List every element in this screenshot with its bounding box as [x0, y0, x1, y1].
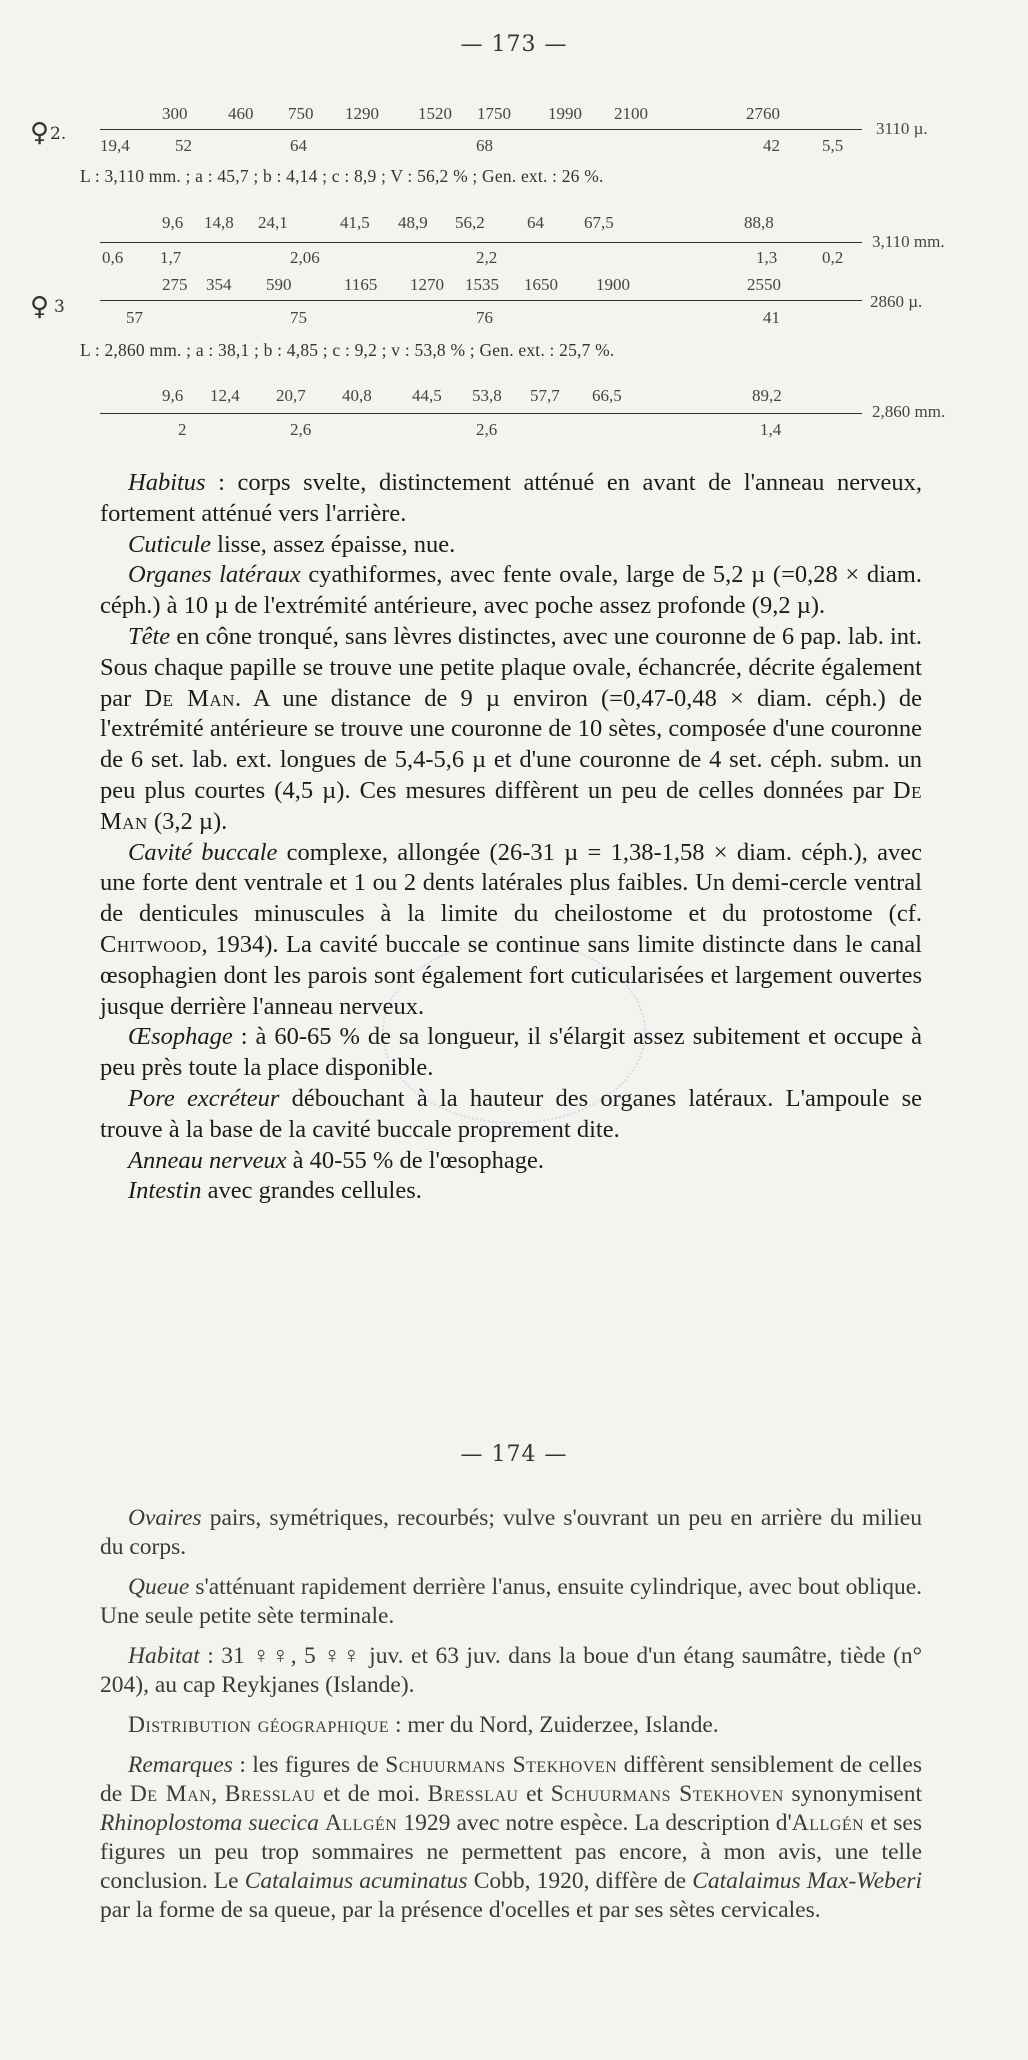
formula-value: 2100 [614, 104, 648, 123]
paragraph-habitat [100, 1642, 922, 1700]
ratios-line: L : 3,110 mm. ; a : 45,7 ; b : 4,14 ; c : 8,9 ; V : 56,2 % ; Gen. ext. : 26 %. [80, 166, 604, 186]
formula-value: 1535 [465, 275, 499, 294]
term-oesophage: Œsophage [128, 1023, 233, 1051]
species-name: Catalaimus acuminatus [244, 1868, 468, 1894]
term-habitus: Habitus [128, 469, 206, 496]
fraction-rule [100, 413, 862, 414]
paragraph-text: s'atténuant rapidement derrière l'anus, ensuite cylindrique, avec bout oblique. Une seule petite sète terminale. [100, 1574, 922, 1629]
formula-total: 3110 µ. [876, 119, 928, 138]
paragraph-text: : les figures de [232, 1752, 386, 1778]
term-remarques: Remarques [128, 1752, 233, 1778]
paragraph-text: (3,2 µ). [147, 807, 228, 835]
formula-value: 41,5 [340, 213, 370, 232]
formula-value: 12,4 [210, 386, 240, 405]
paragraph-text: débouchant à la hauteur des organes latéraux. L'ampoule se trouve à la base de la cavité buccale proprement dite. [100, 1084, 922, 1143]
formula-value: 48,9 [398, 213, 428, 232]
paragraph-text: : 31 ♀♀, 5 ♀♀ juv. et 63 juv. dans la boue d'un étang saumâtre, tiède (n° 204), au cap Reykjanes (Islande). [100, 1643, 922, 1698]
author-name: Bresslau [427, 1781, 519, 1807]
specimen-label: 3 [54, 297, 65, 317]
formula-value: 64 [290, 136, 307, 155]
paragraph-text: et de moi. [315, 1781, 428, 1807]
formula-value: 24,1 [258, 213, 288, 232]
term-ovaires: Ovaires [128, 1505, 202, 1531]
author-name: Chitwood [100, 930, 202, 958]
paragraph-text: 1929 avec notre espèce. La description d' [397, 1810, 792, 1836]
species-name: Rhinoplostoma suecica [100, 1810, 319, 1836]
page-number-174: — 174 — [460, 1442, 568, 1467]
description-page-173 [100, 468, 922, 1207]
formula-value: 67,5 [584, 213, 614, 232]
formula-value: 5,5 [822, 136, 844, 155]
formula-value: 9,6 [162, 386, 184, 405]
paragraph-remarques [100, 1751, 922, 1925]
paragraph-queue [100, 1573, 922, 1631]
specimen-label: 2. [50, 124, 67, 144]
formula-total: 3,110 mm. [872, 232, 945, 251]
formula-value: 1165 [344, 275, 378, 294]
author-name: Schuurmans Stekhoven [550, 1781, 784, 1807]
formula-value: 14,8 [204, 213, 234, 232]
formula-value: 275 [162, 275, 188, 294]
paragraph-text: et ses figures un peu trop sommaires ne permettent pas encore, à mon avis, une telle conclusion. Le [100, 1810, 923, 1894]
formula-value: 460 [228, 104, 254, 123]
formula-value: 1,3 [756, 248, 778, 267]
author-name: De Man [144, 684, 235, 712]
paragraph-text: en cône tronqué, sans lèvres distinctes, avec une couronne de 6 pap. lab. int. Sous chaque papille se trouve une petite plaque ovale, échancrée, décrite également par [100, 622, 922, 712]
species-name: Catalaimus Max-Weberi [692, 1868, 922, 1894]
paragraph-cuticule [100, 530, 922, 561]
formula-value: 57,7 [530, 386, 560, 405]
term-tete: Tête [128, 622, 171, 650]
fraction-rule [100, 242, 862, 243]
formula-total: 2860 µ. [870, 292, 923, 311]
formula-value: 88,8 [744, 213, 774, 232]
formula-total: 2,860 mm. [872, 402, 946, 421]
paragraph-text: synonymisent [783, 1781, 923, 1807]
formula-value: 89,2 [752, 386, 782, 405]
formula-value: 1520 [418, 104, 452, 123]
paragraph-text: , 1934). La cavité buccale se continue sans limite distincte dans le canal œsophagien dont les parois sont également fort cuticularisées et largement ouvertes jusque derrière l'anneau nerveux. [100, 930, 922, 1020]
formula-value: 57 [126, 308, 143, 327]
paragraph-habitus [100, 468, 922, 530]
term-cuticule: Cuticule [128, 530, 212, 558]
paragraph-cavite [100, 838, 922, 1023]
formula-value: 2 [178, 420, 187, 439]
formula-value: 2760 [746, 104, 780, 123]
paragraph-text: lisse, assez épaisse, nue. [211, 530, 456, 558]
formula-value: 0,2 [822, 248, 844, 267]
formula-value: 64 [527, 213, 544, 232]
formula-value: 41 [763, 308, 780, 327]
formula-value: 2,06 [290, 248, 320, 267]
author-name: Allgén [791, 1810, 865, 1836]
formula-value: 56,2 [455, 213, 485, 232]
paragraph-intestin [100, 1176, 922, 1207]
paragraph-text: et [518, 1781, 551, 1807]
term-distribution: Distribution géographique [128, 1712, 390, 1738]
formula-value: 1650 [524, 275, 558, 294]
formula-value: 1270 [410, 275, 444, 294]
author-name: De Man [100, 776, 922, 835]
term-queue: Queue [128, 1574, 190, 1600]
formula-value: 40,8 [342, 386, 372, 405]
formula-value: 75 [290, 308, 307, 327]
paragraph-ovaires [100, 1504, 922, 1562]
formula-value: 1750 [477, 104, 511, 123]
author-name: Schuurmans Stekhoven [385, 1752, 618, 1778]
term-pore: Pore excréteur [128, 1084, 280, 1112]
paragraph-text: avec grandes cellules. [201, 1177, 422, 1205]
ratios-line: L : 2,860 mm. ; a : 38,1 ; b : 4,85 ; c : 9,2 ; v : 53,8 % ; Gen. ext. : 25,7 %. [80, 340, 615, 360]
paragraph-text: par la forme de sa queue, par la présence d'ocelles et par ses sètes cervicales. [100, 1897, 821, 1923]
paragraph-organes [100, 560, 922, 622]
paragraph-text: . A une distance de 9 µ environ (=0,47-0,48 × diam. céph.) de l'extrémité antérieure se trouve une couronne de 10 sètes, composée d'une couronne de 6 set. lab. ext. longues de 5,4-5,6 µ et d'une couronne de 4 set. céph. subm. un peu plus courtes (4,5 µ). Ces mesures diffèrent un peu de celles données par [100, 684, 922, 804]
paragraph-text: cyathiformes, avec fente ovale, large de 5,2 µ (=0,28 × diam. céph.) à 10 µ de l'extrémité antérieure, avec poche assez profonde (9,2 µ). [100, 561, 922, 620]
paragraph-text: complexe, allongée (26-31 µ = 1,38-1,58 × diam. céph.), avec une forte dent ventrale et 1 ou 2 dents latérales plus faibles. Un demi-cercle ventral de denticules minuscules à la limite du cheilostome et du protostome (cf. [100, 838, 923, 928]
paragraph-text: : corps svelte, distinctement atténué en avant de l'anneau nerveux, fortement atténué vers l'arrière. [100, 469, 922, 527]
formula-value: 9,6 [162, 213, 184, 232]
term-intestin: Intestin [128, 1177, 202, 1205]
paragraph-pore [100, 1084, 922, 1146]
formula-value: 19,4 [100, 136, 130, 155]
formula-value: 42 [763, 136, 780, 155]
formula-value: 2,6 [476, 420, 498, 439]
formula-value: 1990 [548, 104, 582, 123]
paragraph-distribution [100, 1711, 922, 1740]
formula-value: 53,8 [472, 386, 502, 405]
formula-value: 1,7 [160, 248, 182, 267]
paragraph-text: , [211, 1781, 225, 1807]
paragraph-text: : mer du Nord, Zuiderzee, Islande. [389, 1712, 719, 1738]
paragraph-text: : à 60-65 % de sa longueur, il s'élargit assez subitement et occupe à peu près toute la place disponible. [100, 1023, 922, 1082]
paragraph-oesophage [100, 1022, 922, 1084]
formula-value: 0,6 [102, 248, 124, 267]
description-page-174 [100, 1504, 922, 1925]
formula-value: 2550 [747, 275, 781, 294]
paragraph-anneau [100, 1146, 922, 1177]
term-anneau: Anneau nerveux [128, 1146, 287, 1174]
paragraph-text: diffèrent sensiblement de celles de [100, 1752, 922, 1807]
formula-value: 20,7 [276, 386, 306, 405]
formula-value: 66,5 [592, 386, 622, 405]
fraction-rule [100, 300, 862, 301]
female-symbol: ♀ [30, 292, 50, 322]
formula-value: 590 [266, 275, 292, 294]
formula-value: 52 [175, 136, 192, 155]
author-name: De Man [129, 1781, 212, 1807]
paragraph-text: à 40-55 % de l'œsophage. [286, 1146, 545, 1174]
formula-value: 2,6 [290, 420, 312, 439]
paragraph-tete [100, 622, 922, 838]
formula-value: 750 [288, 104, 314, 123]
formula-value: 68 [476, 136, 493, 155]
term-cavite: Cavité buccale [128, 838, 278, 866]
formula-value: 44,5 [412, 386, 442, 405]
term-habitat: Habitat [128, 1643, 200, 1669]
formula-value: 2,2 [476, 248, 498, 267]
author-name: Bresslau [224, 1781, 316, 1807]
formula-value: 1290 [345, 104, 379, 123]
term-organes: Organes latéraux [128, 561, 301, 589]
author-name: Allgén [324, 1810, 398, 1836]
page-number-173: — 173 — [460, 32, 568, 57]
female-symbol: ♀ [30, 118, 50, 148]
paragraph-text: Cobb, 1920, diffère de [467, 1868, 693, 1894]
formula-value: 300 [162, 104, 188, 123]
fraction-rule [100, 129, 862, 130]
paragraph-text: pairs, symétriques, recourbés; vulve s'ouvrant un peu en arrière du milieu du corps. [100, 1505, 922, 1560]
formula-value: 1,4 [760, 420, 782, 439]
formula-value: 354 [206, 275, 232, 294]
formula-value: 76 [476, 308, 493, 327]
formula-value: 1900 [596, 275, 630, 294]
